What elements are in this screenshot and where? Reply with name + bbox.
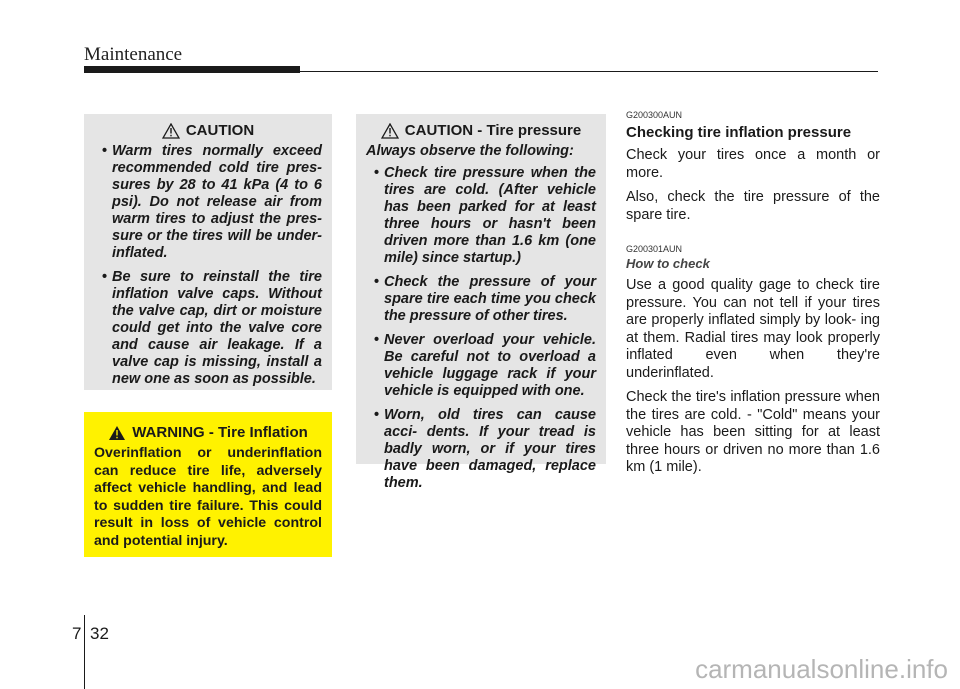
warning-triangle-filled-icon <box>108 425 126 441</box>
warning-title: WARNING - Tire Inflation <box>132 424 308 441</box>
paragraph: Check your tires once a month or more. <box>626 147 880 181</box>
warning-triangle-icon <box>162 123 180 139</box>
section-heading: Checking tire inflation pressure <box>626 124 852 141</box>
right-column <box>626 110 880 484</box>
header-bar <box>84 66 300 73</box>
chapter-number: 7 <box>72 624 82 643</box>
caution-item: • Warm tires normally exceed recommended cold tire pres- sures by 28 to 41 kPa (4 to 6 psi). Do not release air from warm tires to adjust the pres- sure or the tires will be under- inflated. <box>94 143 322 262</box>
warning-triangle-icon <box>381 123 399 139</box>
caution-list <box>366 165 596 492</box>
paragraph: Use a good quality gage to check tire pressure. You can not tell if your tires are properly inflated simply by look- ing at them. Radial tires may look properly inflated even when they're underinflated. <box>626 277 880 381</box>
paragraph: Check the tire's inflation pressure when the tires are cold. - "Cold" means your vehicle has been sitting for at least three hours or driven no more than 1.6 km (1 mile). <box>626 389 880 475</box>
caution-intro: Always observe the following: <box>366 143 574 159</box>
warning-box-tire-inflation <box>84 412 332 557</box>
watermark: carmanualsonline.info <box>695 654 948 684</box>
warning-body: Overinflation or underinflation can reduce tire life, adversely affect vehicle handling, and lead to sudden tire failure. This could result in loss of vehicle control and potential injury. <box>94 445 322 549</box>
footer-divider <box>84 615 85 689</box>
caution-item: • Worn, old tires can cause acci- dents. If your tread is badly worn, or if your tires have been damaged, replace them. <box>366 407 596 492</box>
caution-title-row <box>94 122 322 139</box>
section-code: G200300AUN <box>626 110 683 120</box>
page-number: 32 <box>90 624 109 643</box>
caution-item: • Never overload your vehicle. Be careful not to overload a vehicle luggage rack if your vehicle is equipped with one. <box>366 332 596 400</box>
header-rule <box>300 71 878 72</box>
caution-title-row <box>366 122 596 139</box>
warning-title-row <box>94 424 322 441</box>
caution-title: CAUTION - Tire pressure <box>404 122 582 139</box>
caution-item: • Be sure to reinstall the tire inflation valve caps. Without the valve cap, dirt or moisture could get into the valve core and cause air leakage. If a valve cap is missing, install a new one as soon as possible. <box>94 269 322 388</box>
caution-title: CAUTION <box>185 122 255 139</box>
caution-box-tire-pressure <box>356 114 606 491</box>
caution-box-general <box>84 114 332 390</box>
sub-heading: How to check <box>626 256 710 271</box>
section-title: Maintenance <box>84 44 183 65</box>
section-code: G200301AUN <box>626 244 683 254</box>
caution-list <box>94 143 322 388</box>
paragraph: Also, check the tire pressure of the spare tire. <box>626 189 880 223</box>
caution-item: • Check tire pressure when the tires are cold. (After vehicle has been parked for at least three hours or hasn't been driven more than 1.6 km (one mile) since startup.) <box>366 165 596 267</box>
caution-item: • Check the pressure of your spare tire each time you check the pressure of other tires. <box>366 274 596 325</box>
